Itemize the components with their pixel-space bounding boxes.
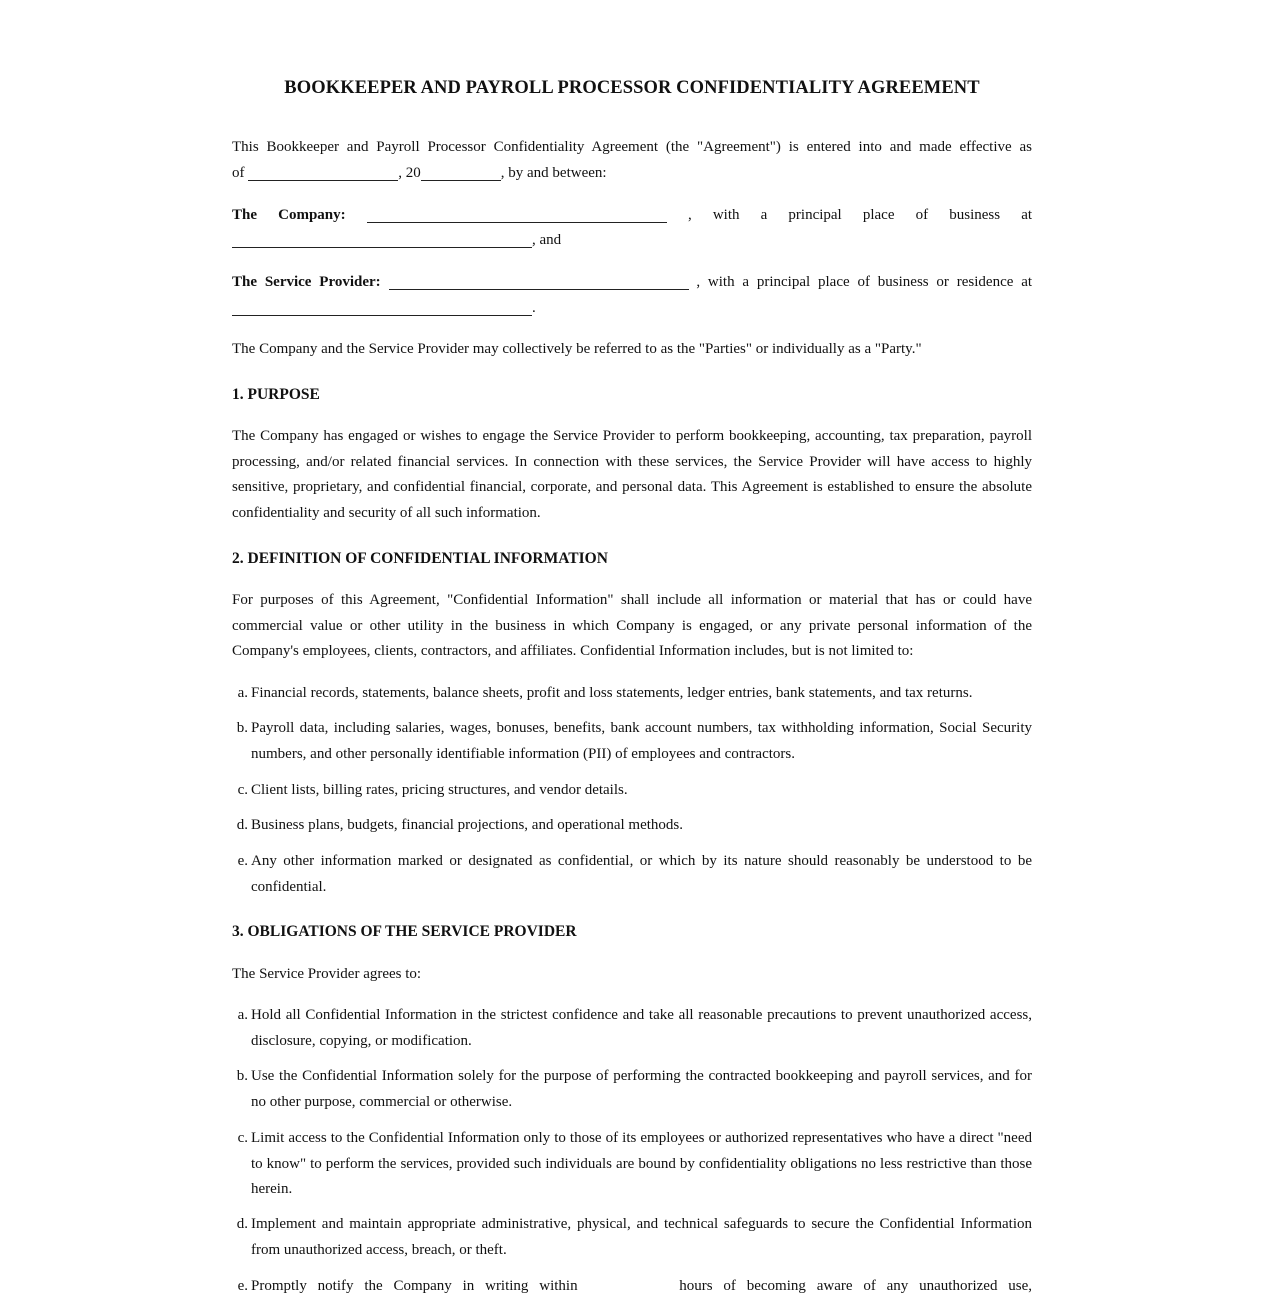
provider-after-address: . [532,300,536,316]
list-item-text: Payroll data, including salaries, wages, bonuses, benefits, bank account numbers, tax withholding information, Social Security numbers, and other personally identifiable information (PII) of employees and contractors. [251,720,1032,762]
provider-line-1 [232,270,1032,296]
company-line-2 [232,228,1032,254]
date-blank[interactable] [248,164,398,181]
list-marker: b. [236,720,248,736]
list-item [232,1212,1032,1263]
list-item [232,849,1032,900]
provider-after-name: , with a principal place of business or residence at [696,274,1033,290]
section-1-body: The Company has engaged or wishes to engage the Service Provider to perform bookkeeping, accounting, tax preparation, payroll processing, and/or related financial services. In connection with these services, the Service Provider will have access to highly sensitive, proprietary, and confidential financial, corporate, and personal data. This Agreement is established to ensure the absolute confidentiality and security of all such information. [232,428,1032,522]
hours-blank[interactable] [588,1274,668,1290]
list-item-text: Hold all Confidential Information in the strictest confidence and take all reasonable precautions to prevent unauthorized access, disclosure, copying, or modification. [251,1007,1032,1049]
document-title: BOOKKEEPER AND PAYROLL PROCESSOR CONFIDENTIALITY AGREEMENT [284,78,980,98]
intro-line-2 [232,161,1032,187]
list-item [232,778,1032,804]
list-marker: e. [237,853,248,869]
notify-text-after: hours of becoming aware of any unauthorized use, [679,1278,1033,1294]
list-marker: d. [236,817,248,833]
company-name-blank[interactable] [367,206,667,223]
notify-text-before: Promptly notify the Company in writing within [251,1278,578,1294]
provider-line-2 [232,296,1032,322]
list-item-text: Implement and maintain appropriate administrative, physical, and technical safeguards to secure the Confidential Information from unauthorized access, breach, or theft. [251,1216,1032,1258]
section-1-heading: 1. PURPOSE [232,386,320,403]
section-2-heading: 2. DEFINITION OF CONFIDENTIAL INFORMATION [232,550,608,567]
list-item [232,716,1032,767]
list-marker: d. [236,1216,248,1232]
list-item [232,1003,1032,1054]
list-marker: e. [237,1278,248,1294]
intro-year-prefix: , 20 [398,165,421,181]
list-item-text: Any other information marked or designated as confidential, or which by its nature should reasonably be understood to be confidential. [251,853,1032,895]
intro-between: , by and between: [500,165,607,181]
list-item [232,1126,1032,1203]
provider-label: The Service Provider: [232,274,381,290]
parties-note: The Company and the Service Provider may collectively be referred to as the "Parties" or individually as a "Party." [232,341,922,357]
intro-of: of [232,165,245,181]
company-after-name: , with a principal place of business at [687,207,1033,223]
section-3-heading: 3. OBLIGATIONS OF THE SERVICE PROVIDER [232,923,577,940]
company-after-address: , and [532,232,562,248]
list-marker: a. [237,685,248,701]
intro-line-1: This Bookkeeper and Payroll Processor Confidentiality Agreement (the "Agreement") is entered into and made effective as [232,139,1032,155]
list-item-text: Client lists, billing rates, pricing structures, and vendor details. [251,782,628,798]
list-marker: a. [237,1007,248,1023]
section-2-body: For purposes of this Agreement, "Confidential Information" shall include all information or material that has or could have commercial value or other utility in the business in which Company is engaged, or any private personal information of the Company's employees, clients, contractors, and affiliates. Confidential Information includes, but is not limited to: [232,592,1032,660]
section-3-intro: The Service Provider agrees to: [232,966,422,982]
company-address-blank[interactable] [232,231,532,248]
list-marker: b. [236,1068,248,1084]
list-marker: c. [237,782,248,798]
list-item-text: Limit access to the Confidential Information only to those of its employees or authorized representatives who have a direct "need to know" to perform the services, provided such individuals are bound by confidentiality obligations no less restrictive than those herein. [251,1130,1032,1198]
list-item [232,813,1032,839]
provider-name-blank[interactable] [389,273,689,290]
list-item [232,681,1032,707]
provider-address-blank[interactable] [232,299,532,316]
list-item [232,1064,1032,1115]
list-item-text: Business plans, budgets, financial projections, and operational methods. [251,817,683,833]
year-blank[interactable] [421,164,501,181]
list-item-text: Financial records, statements, balance sheets, profit and loss statements, ledger entries, bank statements, and tax returns. [251,685,973,701]
company-line-1 [232,203,1032,229]
list-marker: c. [237,1130,248,1146]
list-item-text: Use the Confidential Information solely for the purpose of performing the contracted bookkeeping and payroll services, and for no other purpose, commercial or otherwise. [251,1068,1032,1110]
company-label: The Company: [232,207,346,223]
